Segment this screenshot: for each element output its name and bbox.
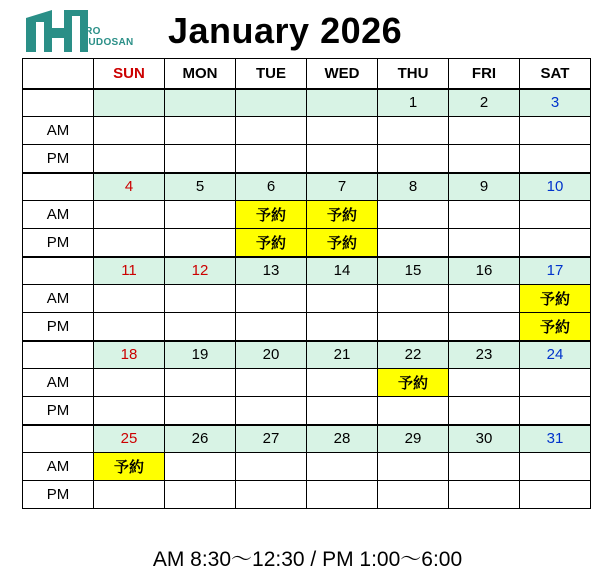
slot-cell: [94, 229, 165, 257]
slot-cell: [378, 229, 449, 257]
business-hours: AM 8:30～12:30 / PM 1:00～6:00: [152, 548, 463, 571]
slot-cell: [378, 481, 449, 509]
slot-cell: [94, 285, 165, 313]
date-cell: 22: [378, 341, 449, 369]
booked-slot: 予約: [378, 369, 449, 397]
date-row: [23, 89, 591, 117]
date-row-label: [23, 425, 94, 453]
slot-cell: [236, 369, 307, 397]
pm-row: [23, 229, 591, 257]
logo-text: [82, 26, 152, 48]
date-row: [23, 257, 591, 285]
date-cell: 16: [449, 257, 520, 285]
slot-cell: [94, 369, 165, 397]
pm-label: PM: [23, 145, 94, 173]
weekday-sat: SAT: [520, 59, 591, 89]
date-cell: 19: [165, 341, 236, 369]
slot-cell: [520, 453, 591, 481]
date-cell: [236, 89, 307, 117]
slot-cell: [378, 453, 449, 481]
slot-cell: [378, 285, 449, 313]
booked-slot: 予約: [236, 229, 307, 257]
slot-cell: [449, 453, 520, 481]
slot-cell: [449, 117, 520, 145]
header: [0, 0, 615, 60]
slot-cell: [449, 481, 520, 509]
slot-cell: [520, 201, 591, 229]
slot-cell: [307, 117, 378, 145]
date-cell: 13: [236, 257, 307, 285]
logo-line-1: IRO: [82, 26, 101, 37]
date-cell: 3: [520, 89, 591, 117]
slot-cell: [378, 201, 449, 229]
date-cell: 30: [449, 425, 520, 453]
date-cell: [94, 89, 165, 117]
booked-slot: 予約: [94, 453, 165, 481]
booked-slot: 予約: [307, 229, 378, 257]
pm-label: PM: [23, 229, 94, 257]
slot-cell: [236, 453, 307, 481]
date-cell: 4: [94, 173, 165, 201]
slot-cell: [165, 201, 236, 229]
am-label: AM: [23, 201, 94, 229]
slot-cell: [307, 313, 378, 341]
am-label: AM: [23, 285, 94, 313]
slot-cell: [307, 453, 378, 481]
slot-cell: [165, 313, 236, 341]
pm-label: PM: [23, 481, 94, 509]
date-cell: 8: [378, 173, 449, 201]
date-cell: 7: [307, 173, 378, 201]
slot-cell: [165, 145, 236, 173]
date-cell: 26: [165, 425, 236, 453]
pm-label: PM: [23, 397, 94, 425]
pm-row: [23, 313, 591, 341]
slot-cell: [165, 369, 236, 397]
slot-cell: [236, 145, 307, 173]
pm-row: [23, 481, 591, 509]
slot-cell: [165, 481, 236, 509]
slot-cell: [520, 481, 591, 509]
am-row: [23, 117, 591, 145]
pm-row: [23, 397, 591, 425]
am-label: AM: [23, 117, 94, 145]
date-cell: 10: [520, 173, 591, 201]
slot-cell: [165, 453, 236, 481]
weekday-fri: FRI: [449, 59, 520, 89]
date-cell: 11: [94, 257, 165, 285]
calendar-table: [22, 58, 591, 509]
am-row: [23, 201, 591, 229]
slot-cell: [94, 145, 165, 173]
slot-cell: [449, 229, 520, 257]
slot-cell: [94, 313, 165, 341]
pm-label: PM: [23, 313, 94, 341]
date-row: [23, 341, 591, 369]
date-cell: 6: [236, 173, 307, 201]
slot-cell: [94, 397, 165, 425]
logo-mark-icon: [26, 8, 88, 52]
slot-cell: [520, 145, 591, 173]
slot-cell: [378, 145, 449, 173]
slot-cell: [520, 229, 591, 257]
date-cell: 17: [520, 257, 591, 285]
date-cell: [307, 89, 378, 117]
date-row: [23, 425, 591, 453]
date-cell: 27: [236, 425, 307, 453]
slot-cell: [165, 117, 236, 145]
slot-cell: [307, 397, 378, 425]
date-row-label: [23, 173, 94, 201]
slot-cell: [520, 397, 591, 425]
date-cell: 20: [236, 341, 307, 369]
date-cell: 23: [449, 341, 520, 369]
calendar-title: January 2026: [168, 10, 403, 51]
slot-cell: [307, 285, 378, 313]
booked-slot: 予約: [520, 285, 591, 313]
slot-cell: [449, 313, 520, 341]
slot-cell: [307, 481, 378, 509]
slot-cell: [520, 369, 591, 397]
am-row: [23, 453, 591, 481]
date-row: [23, 173, 591, 201]
slot-cell: [449, 369, 520, 397]
date-cell: 12: [165, 257, 236, 285]
date-cell: 2: [449, 89, 520, 117]
slot-cell: [449, 201, 520, 229]
date-cell: 25: [94, 425, 165, 453]
slot-cell: [449, 285, 520, 313]
slot-cell: [165, 229, 236, 257]
am-label: AM: [23, 453, 94, 481]
weekday-wed: WED: [307, 59, 378, 89]
date-row-label: [23, 257, 94, 285]
date-cell: [165, 89, 236, 117]
slot-cell: [307, 145, 378, 173]
date-cell: 14: [307, 257, 378, 285]
date-cell: 24: [520, 341, 591, 369]
date-cell: 5: [165, 173, 236, 201]
booked-slot: 予約: [520, 313, 591, 341]
slot-cell: [449, 397, 520, 425]
date-cell: 15: [378, 257, 449, 285]
slot-cell: [378, 397, 449, 425]
slot-cell: [165, 285, 236, 313]
corner-cell: [23, 59, 94, 89]
date-cell: 21: [307, 341, 378, 369]
slot-cell: [94, 117, 165, 145]
slot-cell: [236, 285, 307, 313]
slot-cell: [94, 481, 165, 509]
weekday-sun: SUN: [94, 59, 165, 89]
date-cell: 31: [520, 425, 591, 453]
pm-row: [23, 145, 591, 173]
weekday-thu: THU: [378, 59, 449, 89]
slot-cell: [236, 117, 307, 145]
slot-cell: [165, 397, 236, 425]
am-row: [23, 285, 591, 313]
am-row: [23, 369, 591, 397]
slot-cell: [94, 201, 165, 229]
date-row-label: [23, 341, 94, 369]
date-cell: 9: [449, 173, 520, 201]
booked-slot: 予約: [236, 201, 307, 229]
slot-cell: [378, 313, 449, 341]
booked-slot: 予約: [307, 201, 378, 229]
date-row-label: [23, 89, 94, 117]
slot-cell: [378, 117, 449, 145]
slot-cell: [236, 313, 307, 341]
weekday-tue: TUE: [236, 59, 307, 89]
am-label: AM: [23, 369, 94, 397]
company-logo: [26, 8, 146, 54]
date-cell: 1: [378, 89, 449, 117]
slot-cell: [449, 145, 520, 173]
date-cell: 28: [307, 425, 378, 453]
slot-cell: [236, 397, 307, 425]
weekday-header-row: [23, 59, 591, 89]
logo-line-2: FUDOSAN: [82, 37, 134, 48]
weekday-mon: MON: [165, 59, 236, 89]
date-cell: 29: [378, 425, 449, 453]
slot-cell: [307, 369, 378, 397]
date-cell: 18: [94, 341, 165, 369]
slot-cell: [520, 117, 591, 145]
slot-cell: [236, 481, 307, 509]
